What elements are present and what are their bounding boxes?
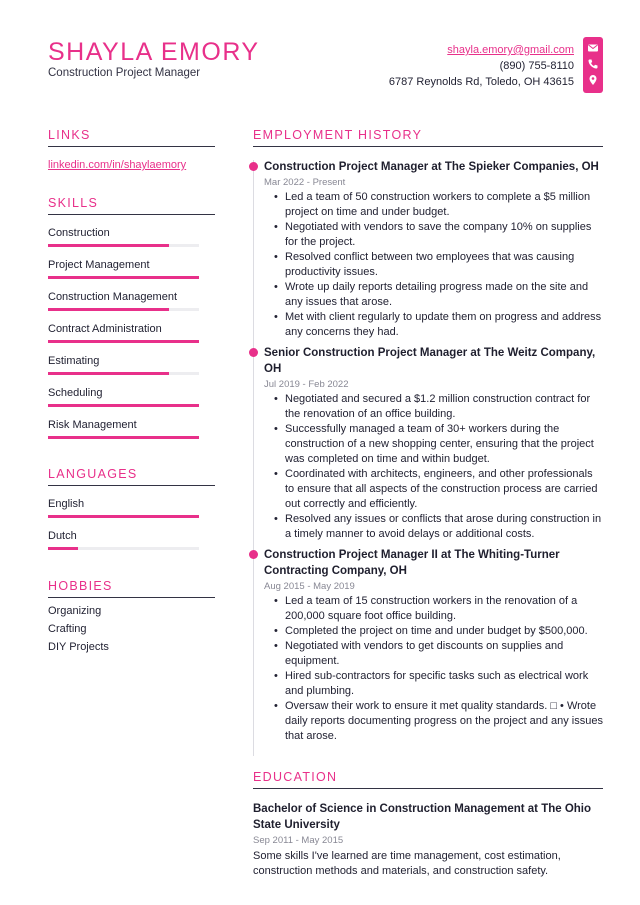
proficiency-bar-fill [48,515,199,518]
skills-list [48,227,215,439]
skill-item [48,291,215,311]
timeline-dot [249,162,258,171]
skill-label: Estimating [48,355,100,367]
proficiency-bar-fill [48,244,169,247]
job-bullet: • Resolved any issues or conflicts that arose during construction in a timely manner to avoid delays or additional costs. [285,512,603,542]
right-column [253,128,603,879]
contact-block [389,42,574,90]
hobbies-heading: HOBBIES [48,579,215,598]
skill-label: Scheduling [48,387,103,399]
job-title: Construction Project Manager at The Spieker Companies, OH [264,161,599,173]
job-bullet: • Coordinated with architects, engineers, and other professionals to ensure that all aspects of the construction process are carried out correctly and efficiently. [285,467,603,512]
job-bullet: • Resolved conflict between two employees that was causing productivity issues. [285,250,603,280]
language-label: Dutch [48,530,77,542]
proficiency-bar [48,372,199,375]
skill-label: Project Management [48,259,150,271]
phone-icon [587,58,599,70]
timeline-dot [249,550,258,559]
languages-heading: LANGUAGES [48,467,215,486]
job-entry [253,345,603,542]
skill-item [48,387,215,407]
education-degree: Bachelor of Science in Construction Management at The Ohio State University [253,803,592,831]
proficiency-bar [48,308,199,311]
proficiency-bar [48,404,199,407]
proficiency-bar [48,547,199,550]
phone-text: (890) 755-8110 [499,60,574,72]
proficiency-bar-fill [48,340,199,343]
language-item [48,498,215,518]
education-description: Some skills I've learned are time management, cost estimation, construction methods and materials, and construction safety. [253,850,561,877]
employment-heading: EMPLOYMENT HISTORY [253,128,603,147]
job-bullets [253,594,603,744]
proficiency-bar-fill [48,276,199,279]
skill-label: Construction [48,227,110,239]
skill-label: Construction Management [48,291,178,303]
employment-list [253,159,603,744]
skill-label: Risk Management [48,419,137,431]
hobby-item: Crafting [48,623,87,635]
education-dates: Sep 2011 - May 2015 [253,835,344,846]
job-bullet: • Led a team of 50 construction workers to complete a $5 million project on time and under budget. [285,190,603,220]
job-dates: Mar 2022 - Present [264,177,346,188]
map-pin-icon [587,74,599,86]
job-bullet: • Negotiated with vendors to get discounts on supplies and equipment. [285,639,603,669]
job-entry [253,547,603,744]
job-bullet: • Led a team of 15 construction workers in the renovation of a 200,000 square foot office building. [285,594,603,624]
hobby-item: Organizing [48,605,102,617]
candidate-name: SHAYLA EMORY [48,38,260,66]
left-column [48,128,215,653]
job-bullet: • Successfully managed a team of 30+ workers during the construction of a new shopping center, ensuring that the project was completed on time and within budget. [285,422,603,467]
job-entry [253,159,603,340]
education-heading: EDUCATION [253,770,603,789]
email-link[interactable]: shayla.emory@gmail.com [447,44,574,56]
job-title: Senior Construction Project Manager at The Weitz Company, OH [264,347,596,375]
job-bullet: • Wrote up daily reports detailing progress made on the site and any issues that arose. [285,280,603,310]
skill-item [48,323,215,343]
proficiency-bar-fill [48,436,199,439]
links-heading: LINKS [48,128,215,147]
hobby-item: DIY Projects [48,641,109,653]
proficiency-bar [48,436,199,439]
skill-item [48,259,215,279]
job-dates: Jul 2019 - Feb 2022 [264,379,349,390]
skills-heading: SKILLS [48,196,215,215]
address-text: 6787 Reynolds Rd, Toledo, OH 43615 [388,76,574,88]
linkedin-link[interactable]: linkedin.com/in/shaylaemory [48,159,187,171]
candidate-title: Construction Project Manager [48,67,201,79]
job-bullet: • Completed the project on time and under budget by $500,000. [285,624,603,639]
languages-list [48,498,215,550]
job-bullets [253,190,603,340]
proficiency-bar-fill [48,547,78,550]
job-bullet: • Met with client regularly to update them on progress and address any concerns they had. [285,310,603,340]
skill-item [48,419,215,439]
hobbies-list [48,605,215,653]
proficiency-bar-fill [48,372,169,375]
job-bullet: • Negotiated and secured a $1.2 million construction contract for the renovation of an office building. [285,392,603,422]
language-label: English [48,498,85,510]
skill-item [48,355,215,375]
proficiency-bar-fill [48,404,199,407]
proficiency-bar [48,515,199,518]
proficiency-bar-fill [48,308,169,311]
proficiency-bar [48,276,199,279]
proficiency-bar [48,340,199,343]
skill-item [48,227,215,247]
job-bullets [253,392,603,542]
education-entry [253,801,603,879]
proficiency-bar [48,244,199,247]
timeline-dot [249,348,258,357]
job-bullet: • Negotiated with vendors to save the company 10% on supplies for the project. [285,220,603,250]
job-bullet: • Oversaw their work to ensure it met quality standards. □ • Wrote daily reports documenting progress on the project and any issues that arose. [285,699,603,744]
job-title: Construction Project Manager II at The Whiting-Turner Contracting Company, OH [264,549,560,577]
job-dates: Aug 2015 - May 2019 [264,581,355,592]
skill-label: Contract Administration [48,323,162,335]
job-bullet: • Hired sub-contractors for specific tasks such as electrical work and plumbing. [285,669,603,699]
envelope-icon [587,42,599,54]
language-item [48,530,215,550]
